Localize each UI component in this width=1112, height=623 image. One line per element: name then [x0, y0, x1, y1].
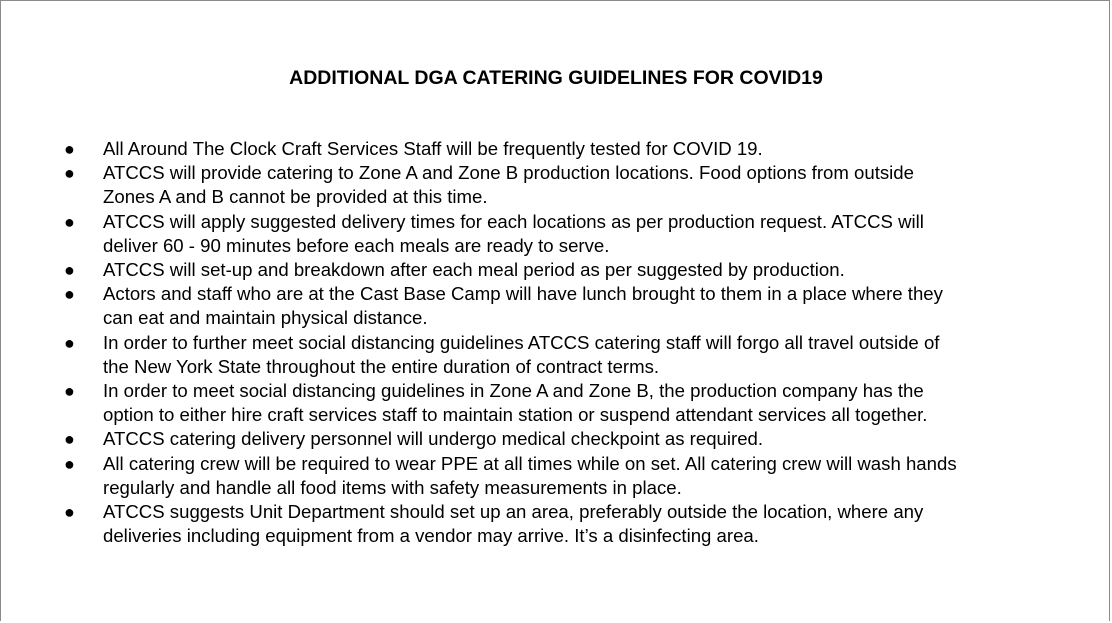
bullet-icon: ●	[64, 163, 75, 184]
guideline-item	[64, 427, 1093, 451]
guideline-text-line: regularly and handle all food items with safety measurements in place.	[103, 476, 682, 498]
guideline-text-line: All Around The Clock Craft Services Staff will be frequently tested for COVID 19.	[103, 138, 763, 159]
bullet-icon: ●	[64, 429, 75, 450]
guideline-item	[64, 452, 1093, 500]
bullet-icon: ●	[64, 260, 75, 281]
guideline-text-line: the New York State throughout the entire duration of contract terms.	[103, 355, 660, 377]
guideline-text-line: Actors and staff who are at the Cast Base Camp will have lunch brought to them in a place where they	[103, 283, 943, 305]
guideline-text-line: ATCCS will set-up and breakdown after each meal period as per suggested by production.	[103, 259, 845, 281]
guideline-item	[64, 379, 1093, 427]
guideline-item	[64, 331, 1093, 379]
guideline-item	[64, 500, 1093, 548]
guideline-item	[64, 210, 1093, 258]
guideline-text-line: ATCCS will provide catering to Zone A and Zone B production locations. Food options from outside	[103, 162, 914, 184]
guideline-text-line: ATCCS catering delivery personnel will undergo medical checkpoint as required.	[103, 428, 764, 450]
guideline-item	[64, 161, 1093, 209]
guideline-text-line: ATCCS suggests Unit Department should set up an area, preferably outside the location, where any	[103, 501, 924, 523]
guideline-text-line: ATCCS will apply suggested delivery times for each locations as per production request. ATCCS will	[103, 210, 924, 232]
bullet-icon: ●	[64, 381, 75, 402]
guideline-text-line: In order to further meet social distancing guidelines ATCCS catering staff will forgo all travel outside of	[103, 331, 940, 353]
document-title: ADDITIONAL DGA CATERING GUIDELINES FOR COVID19	[289, 67, 823, 89]
guideline-text-line: deliveries including equipment from a vendor may arrive. It’s a disinfecting area.	[103, 525, 759, 547]
bullet-icon: ●	[64, 502, 75, 523]
bullet-icon: ●	[64, 139, 75, 159]
bullet-icon: ●	[64, 284, 75, 305]
bullet-icon: ●	[64, 453, 75, 474]
guideline-item	[64, 137, 1093, 161]
guidelines-list	[64, 137, 1093, 548]
guideline-text-line: Zones A and B cannot be provided at this time.	[103, 186, 488, 208]
guideline-item	[64, 282, 1093, 330]
guideline-text-line: In order to meet social distancing guidelines in Zone A and Zone B, the production company has the	[103, 380, 924, 402]
guideline-text-line: option to either hire craft services staff to maintain station or suspend attendant services all together.	[103, 404, 928, 426]
guideline-text-line: deliver 60 - 90 minutes before each meals are ready to serve.	[103, 234, 610, 256]
guideline-text-line: can eat and maintain physical distance.	[103, 307, 428, 329]
bullet-icon: ●	[64, 211, 75, 232]
guideline-item	[64, 258, 1093, 282]
bullet-icon: ●	[64, 332, 75, 353]
guideline-text-line: All catering crew will be required to wear PPE at all times while on set. All catering crew will wash hands	[103, 452, 957, 474]
